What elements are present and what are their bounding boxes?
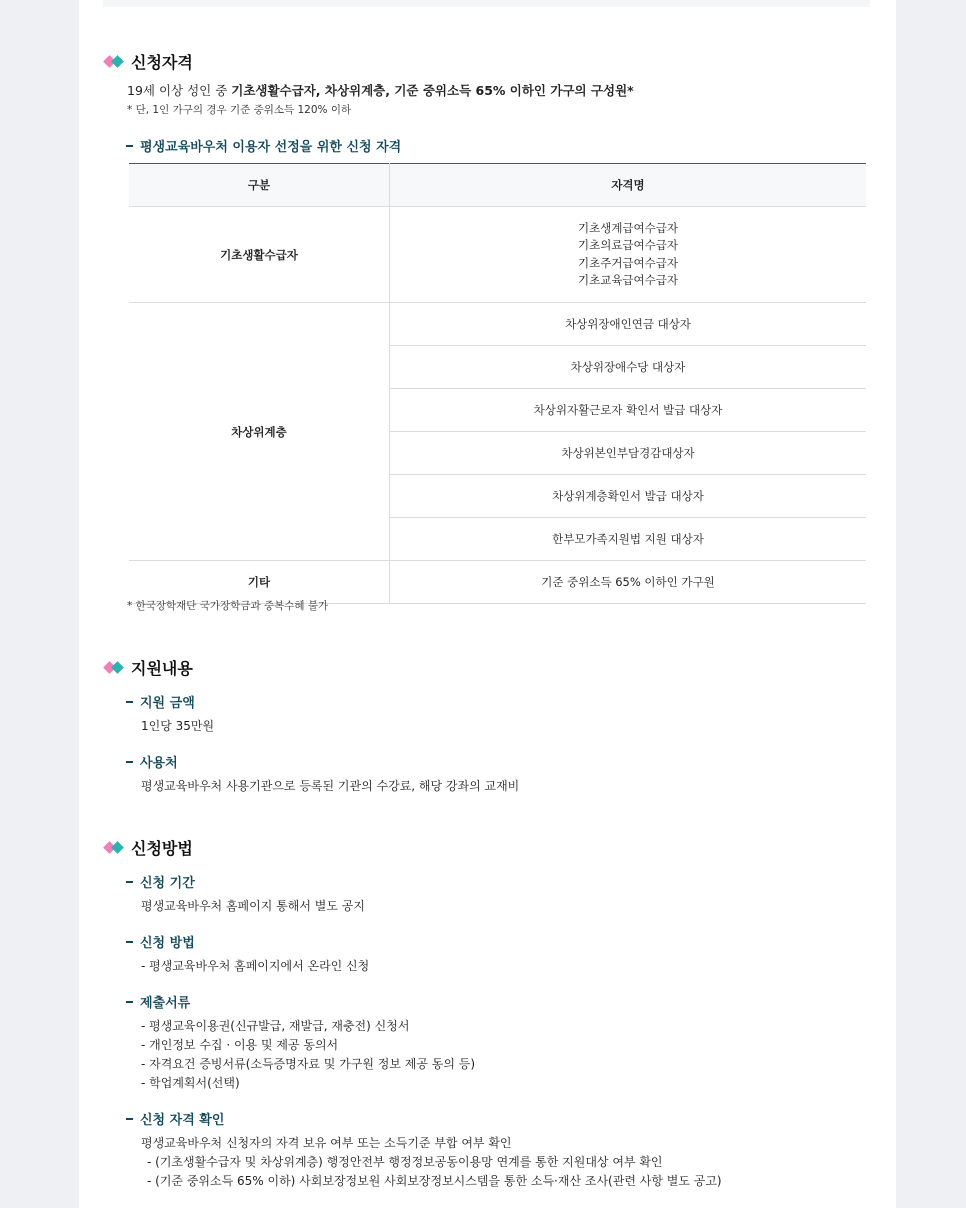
eligibility-note: * 단, 1인 가구의 경우 기준 중위소득 120% 이하	[127, 104, 352, 116]
section-title-apply: 신청방법	[104, 836, 193, 859]
qualification-cell: 차상위계층확인서 발급 대상자	[390, 475, 867, 518]
qualification-cell: 기준 중위소득 65% 이하인 가구원	[390, 561, 867, 604]
subtitle-method: 신청 방법	[126, 932, 195, 951]
check-item: - (기초생활수급자 및 차상위계층) 행정안전부 행정정보공동이용망 연계를 통한 지원대상 여부 확인	[147, 1155, 663, 1169]
eligibility-table	[129, 163, 866, 604]
diamond-bullet-icon	[104, 55, 126, 69]
eligibility-summary: 19세 이상 성인 중 기초생활수급자, 차상위계층, 기준 중위소득 65% 이하인 가구의 구성원*	[127, 83, 634, 98]
docs-item: - 평생교육이용권(신규발급, 재발급, 재충전) 신청서	[141, 1019, 410, 1033]
content-page	[79, 0, 896, 1208]
usage-text: 평생교육바우처 사용기관으로 등록된 기관의 수강료, 해당 강좌의 교재비	[141, 779, 520, 793]
table-row	[129, 303, 866, 346]
subtitle-docs: 제출서류	[126, 992, 190, 1011]
method-text: - 평생교육바우처 홈페이지에서 온라인 신청	[141, 959, 370, 973]
amount-text: 1인당 35만원	[141, 719, 215, 733]
dash-icon	[126, 941, 133, 943]
subtitle-amount: 지원 금액	[126, 692, 195, 711]
docs-item: - 자격요건 증빙서류(소득증명자료 및 가구원 정보 제공 동의 등)	[141, 1057, 476, 1071]
dash-icon	[126, 145, 133, 147]
qualification-cell: 한부모가족지원법 지원 대상자	[390, 518, 867, 561]
category-cell: 차상위계층	[129, 303, 390, 561]
check-item: - (기준 중위소득 65% 이하) 사회보장정보원 사회보장정보시스템을 통한 소득·재산 조사(관련 사항 별도 공고)	[147, 1174, 722, 1188]
table-header-qualification: 자격명	[390, 164, 867, 207]
category-cell: 기타	[129, 561, 390, 604]
diamond-bullet-icon	[104, 841, 126, 855]
dash-icon	[126, 1118, 133, 1120]
qualification-cell: 차상위장애수당 대상자	[390, 346, 867, 389]
dash-icon	[126, 761, 133, 763]
subtitle-usage: 사용처	[126, 752, 178, 771]
qualification-cell: 차상위본인부담경감대상자	[390, 432, 867, 475]
qualification-cell: 기초생계급여수급자 기초의료급여수급자 기초주거급여수급자 기초교육급여수급자	[390, 207, 867, 303]
table-row	[129, 207, 866, 303]
check-text: 평생교육바우처 신청자의 자격 보유 여부 또는 소득기준 부합 여부 확인	[141, 1136, 512, 1150]
docs-item: - 개인정보 수집 · 이용 및 제공 동의서	[141, 1038, 339, 1052]
subtitle-check: 신청 자격 확인	[126, 1109, 224, 1128]
dash-icon	[126, 1001, 133, 1003]
diamond-bullet-icon	[104, 661, 126, 675]
table-footnote: * 한국장학재단 국가장학금과 중복수혜 불가	[127, 600, 329, 612]
table-title: 평생교육바우처 이용자 선정을 위한 신청 자격	[126, 136, 401, 155]
table-header-category: 구분	[129, 164, 390, 207]
section-title-eligibility: 신청자격	[104, 50, 193, 73]
qualification-cell: 차상위장애인연금 대상자	[390, 303, 867, 346]
qualification-cell: 차상위자활근로자 확인서 발급 대상자	[390, 389, 867, 432]
period-text: 평생교육바우처 홈페이지 통해서 별도 공지	[141, 899, 365, 913]
subtitle-period: 신청 기간	[126, 872, 195, 891]
section-title-support: 지원내용	[104, 656, 193, 679]
dash-icon	[126, 881, 133, 883]
docs-item: - 학업계획서(선택)	[141, 1076, 240, 1090]
top-info-box	[103, 0, 870, 7]
dash-icon	[126, 701, 133, 703]
category-cell: 기초생활수급자	[129, 207, 390, 303]
